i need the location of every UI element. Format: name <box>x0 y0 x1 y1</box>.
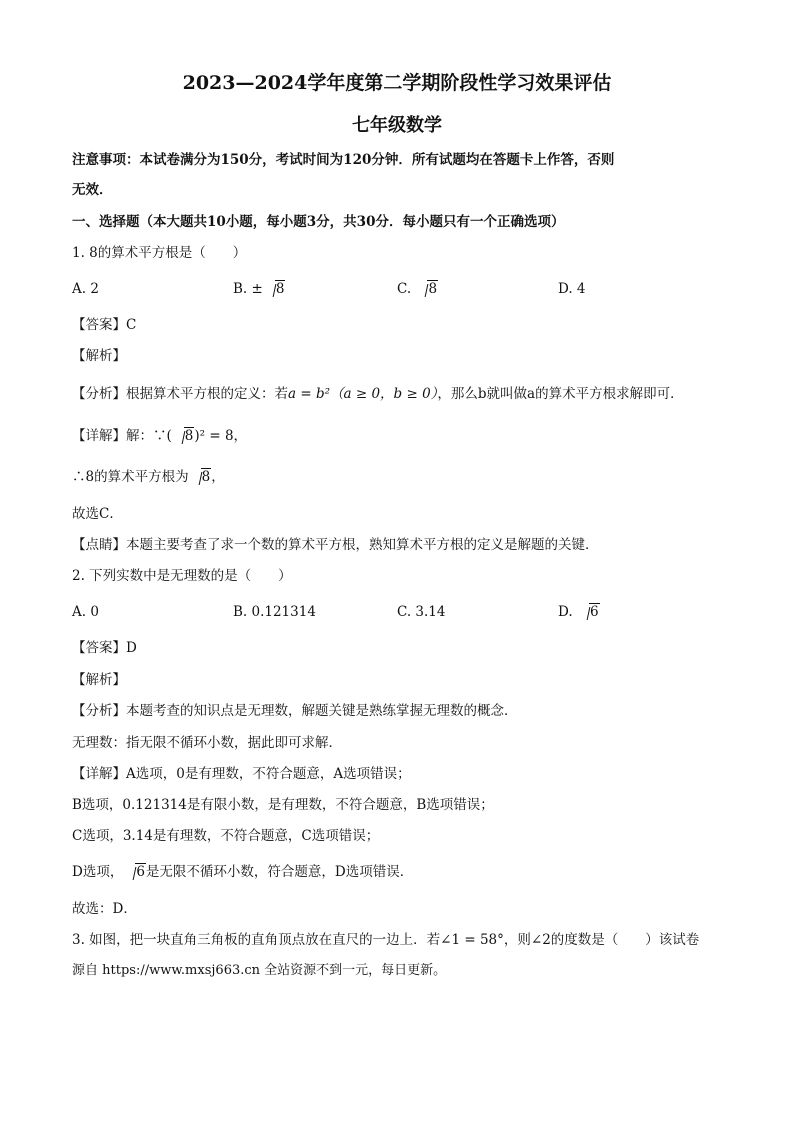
q2-definition: 无理数：指无限不循环小数，据此即可求解． <box>72 735 342 751</box>
q1-option-d: D. 4 <box>558 281 586 297</box>
q2-option-c: C. 3.14 <box>397 604 446 620</box>
q2-option-d-radicand: 6 <box>589 604 599 620</box>
q2-option-d-label: D. <box>558 604 573 620</box>
q1-option-a: A. 2 <box>72 281 99 297</box>
question-2-stem: 2. 下列实数中是无理数的是（ ） <box>72 568 292 584</box>
q1-therefore-suffix: ， <box>211 469 225 485</box>
q2-analysis-label: 【解析】 <box>72 672 126 688</box>
q2-option-c-explanation: C选项，3.14是有理数，不符合题意，C选项错误； <box>72 828 380 844</box>
q1-xiangjie-suffix: )² = 8， <box>194 428 248 444</box>
q2-option-a: A. 0 <box>72 604 99 620</box>
q1-fenxi-prefix: 【分析】根据算术平方根的定义：若 <box>72 386 288 402</box>
q1-option-b <box>233 279 285 299</box>
q2-d-prefix: D选项， <box>72 864 124 880</box>
q1-dianjing: 【点睛】本题主要考查了求一个数的算术平方根，熟知算术平方根的定义是解题的关键． <box>72 537 599 553</box>
q1-therefore-prefix: ∴8的算术平方根为 <box>72 469 189 485</box>
q1-fenxi-formula: a = b²（a ≥ 0，b ≥ 0） <box>288 386 438 402</box>
question-3-stem: 3. 如图，把一块直角三角板的直角顶点放在直尺的一边上．若∠1 = 58°，则∠2的度数是（ ）该试卷 <box>72 932 700 948</box>
q1-option-b-pm: ± <box>251 281 263 297</box>
section-heading: 一、选择题（本大题共10小题，每小题3分，共30分．每小题只有一个正确选项） <box>72 214 565 230</box>
q2-xiangjie: 【详解】A选项，0是有理数，不符合题意，A选项错误； <box>72 766 411 782</box>
q2-option-b: B. 0.121314 <box>233 604 316 620</box>
q1-option-c <box>397 279 438 299</box>
q1-therefore-radicand: 8 <box>201 469 211 485</box>
q2-answer: 【答案】D <box>72 640 137 656</box>
q1-analysis-label: 【解析】 <box>72 348 126 364</box>
q2-option-d <box>558 602 600 622</box>
q1-xiangjie-prefix: 【详解】解：∵ <box>72 428 167 444</box>
notice-line-1: 注意事项：本试卷满分为150分，考试时间为120分钟．所有试题均在答题卡上作答，否则 <box>72 152 615 168</box>
q1-xiangjie-radicand: 8 <box>184 428 194 444</box>
q2-d-radicand: 6 <box>136 864 145 880</box>
exam-title: 2023—2024学年度第二学期阶段性学习效果评估 <box>182 72 612 94</box>
notice-line-2: 无效． <box>72 182 113 198</box>
q2-fenxi: 【分析】本题考查的知识点是无理数，解题关键是熟练掌握无理数的概念． <box>72 703 518 719</box>
q2-option-d-explanation <box>72 862 413 882</box>
source-line: 源自 https://www.mxsj663.cn 全站资源不到一元，每日更新。 <box>72 963 447 978</box>
q2-option-b-explanation: B选项，0.121314是有限小数，是有理数，不符合题意，B选项错误； <box>72 797 494 813</box>
q1-choose: 故选C． <box>72 506 123 522</box>
q1-option-c-label: C. <box>397 281 412 297</box>
sqrt-symbol <box>417 279 438 299</box>
q1-xiangjie: 【详解】解：∵( 8)² = 8， <box>72 428 248 444</box>
q1-therefore <box>72 467 225 487</box>
sqrt-symbol <box>174 426 195 446</box>
q2-d-suffix: 是无限不循环小数，符合题意，D选项错误． <box>145 864 414 880</box>
sqrt-symbol <box>265 279 286 299</box>
q1-option-b-radicand: 8 <box>275 281 285 297</box>
q1-fenxi <box>72 384 684 404</box>
sqrt-symbol <box>579 602 600 622</box>
question-1-stem: 1. 8的算术平方根是（ ） <box>72 245 247 261</box>
q1-fenxi-suffix: ，那么b就叫做a的算术平方根求解即可． <box>437 386 684 402</box>
q1-option-b-label: B. <box>233 281 248 297</box>
q1-option-c-radicand: 8 <box>428 281 438 297</box>
exam-subtitle: 七年级数学 <box>352 115 442 136</box>
sqrt-symbol <box>191 467 212 487</box>
sqrt-symbol <box>125 862 146 882</box>
q1-answer: 【答案】C <box>72 317 137 333</box>
q2-choose: 故选：D． <box>72 901 137 917</box>
